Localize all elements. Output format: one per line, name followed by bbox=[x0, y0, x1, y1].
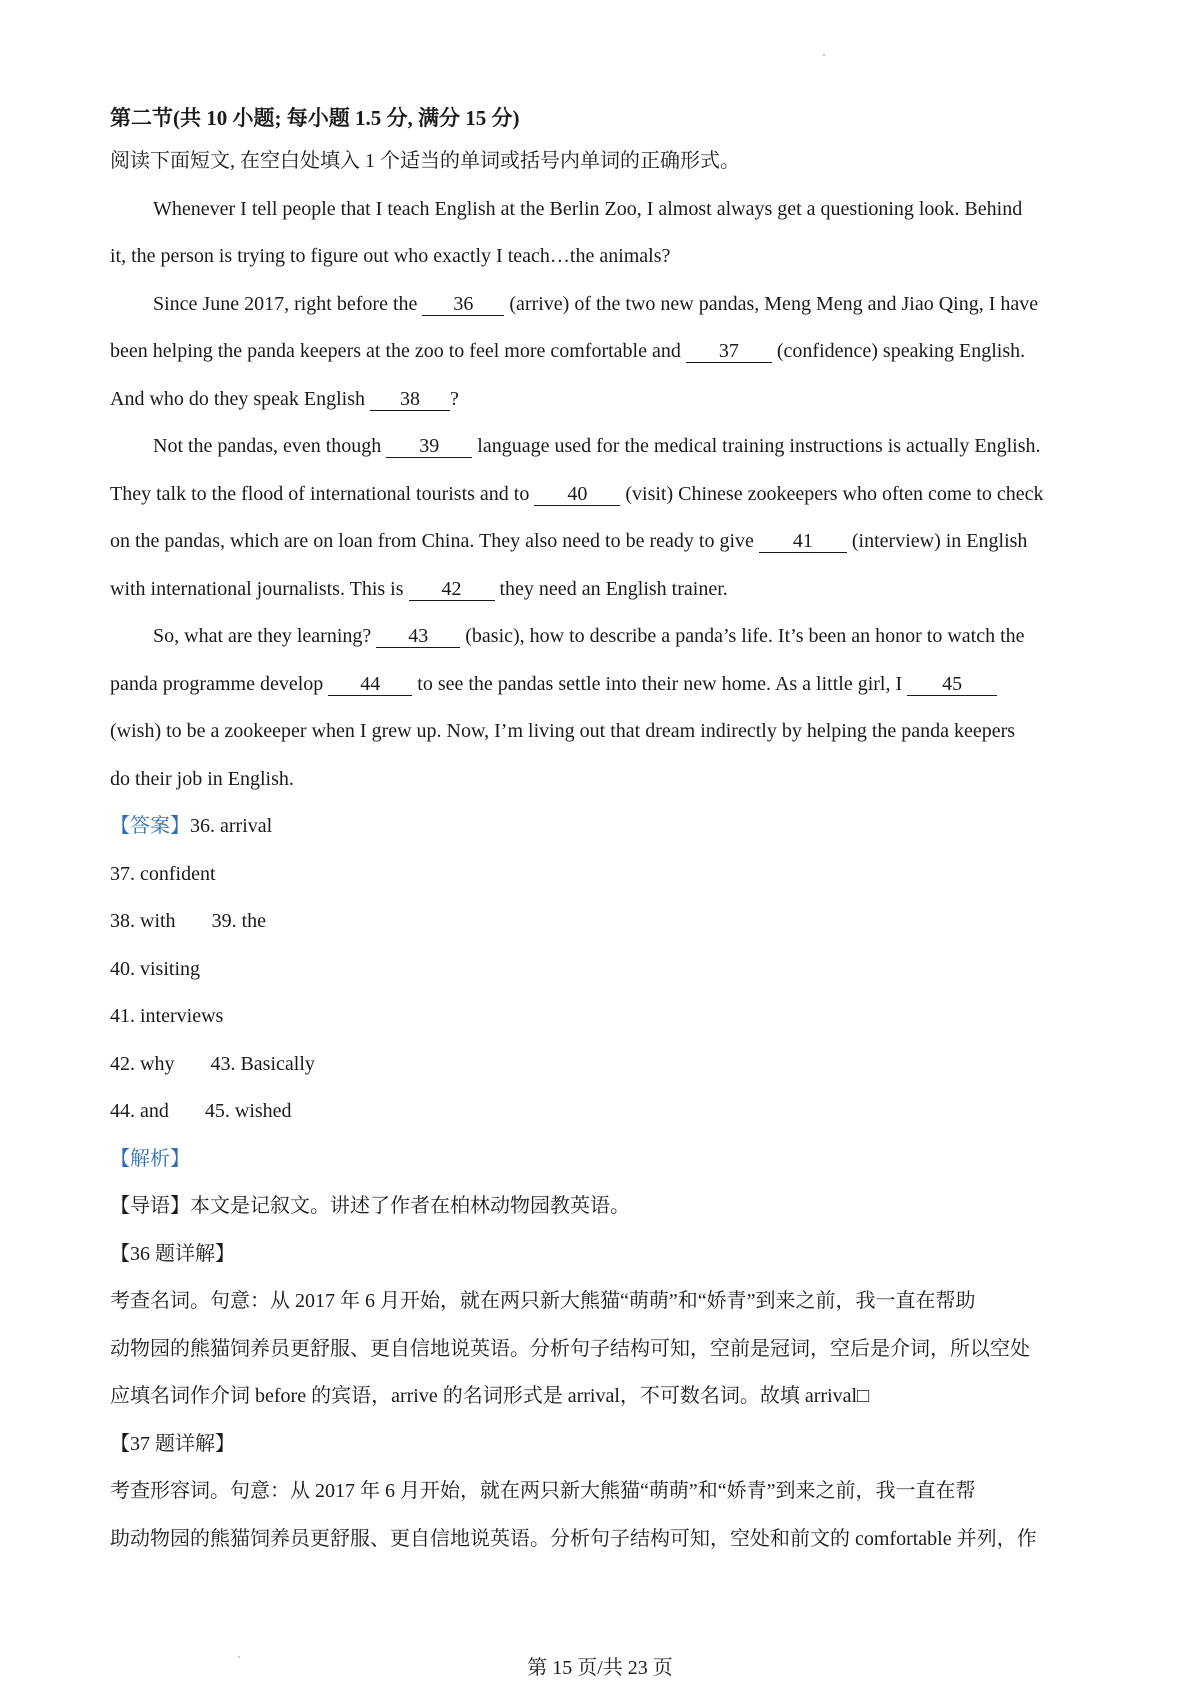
section-heading: 第二节(共 10 小题; 每小题 1.5 分, 满分 15 分) bbox=[110, 106, 520, 130]
passage-line: Since June 2017, right before the 36 (arrive) of the two new pandas, Meng Meng and Jiao Qing, I have bbox=[153, 292, 1039, 315]
passage-line: been helping the panda keepers at the zoo to feel more comfortable and 37 (confidence) speaking English. bbox=[110, 340, 1026, 362]
answer-line: 【答案】36. arrival bbox=[110, 815, 273, 837]
q37-title: 【37 题详解】 bbox=[110, 1432, 235, 1455]
blank-39: 39 bbox=[386, 435, 472, 458]
blank-40: 40 bbox=[534, 483, 620, 506]
blank-45: 45 bbox=[907, 673, 997, 696]
blank-42: 42 bbox=[409, 578, 495, 601]
answer-line: 41. interviews bbox=[110, 1005, 224, 1027]
passage-line: panda programme develop 44 to see the pandas settle into their new home. As a little girl, I 45 bbox=[110, 661, 1110, 709]
passage-line: And who do they speak English 38 ? bbox=[110, 387, 459, 410]
instruction: 阅读下面短文, 在空白处填入 1 个适当的单词或括号内单词的正确形式。 bbox=[110, 150, 740, 172]
answer-tag: 【答案】 bbox=[110, 815, 190, 837]
document-page bbox=[110, 98, 1110, 1563]
blank-36: 36 bbox=[422, 293, 504, 316]
answer-line: 42. why 43. Basically bbox=[110, 1052, 315, 1075]
analysis-line: 动物园的熊猫饲养员更舒服、更自信地说英语。分析句子结构可知，空前是冠词，空后是介词，所以空处 bbox=[110, 1337, 1030, 1360]
blank-41: 41 bbox=[759, 530, 847, 553]
scan-speck bbox=[823, 54, 825, 56]
q36-title: 【36 题详解】 bbox=[110, 1242, 235, 1265]
page-footer: 第 15 页/共 23 页 bbox=[527, 1657, 673, 1679]
passage-line: They talk to the flood of international tourists and to 40 (visit) Chinese zookeepers who often come to check bbox=[110, 482, 1044, 505]
analysis-intro: 【导语】本文是记叙文。讲述了作者在柏林动物园教英语。 bbox=[110, 1195, 630, 1217]
blank-44: 44 bbox=[328, 673, 412, 696]
passage-line: Whenever I tell people that I teach English at the Berlin Zoo, I almost always get a questioning look. Behind bbox=[153, 197, 1023, 220]
blank-38: 38 bbox=[370, 388, 450, 411]
analysis-line: 考查形容词。句意：从 2017 年 6 月开始，就在两只新大熊猫“萌萌”和“娇青”到来之前，我一直在帮 bbox=[110, 1480, 976, 1502]
passage-line: on the pandas, which are on loan from China. They also need to be ready to give 41 (interview) in English bbox=[110, 530, 1028, 552]
analysis-line: 助动物园的熊猫饲养员更舒服、更自信地说英语。分析句子结构可知，空处和前文的 comfortable 并列，作 bbox=[110, 1527, 1037, 1550]
answer-line: 40. visiting bbox=[110, 957, 201, 980]
analysis-line: 考查名词。句意：从 2017 年 6 月开始，就在两只新大熊猫“萌萌”和“娇青”到来之前，我一直在帮助 bbox=[110, 1290, 976, 1312]
analysis-tag: 【解析】 bbox=[110, 1147, 190, 1170]
answer-line: 44. and 45. wished bbox=[110, 1100, 292, 1122]
answer-line: 37. confident bbox=[110, 862, 216, 885]
passage-line: it, the person is trying to figure out who exactly I teach…the animals? bbox=[110, 245, 671, 267]
blank-37: 37 bbox=[686, 340, 772, 363]
passage-line: Not the pandas, even though 39 language used for the medical training instructions is actually English. bbox=[153, 435, 1041, 457]
answer-line: 38. with 39. the bbox=[110, 910, 266, 932]
blank-43: 43 bbox=[376, 625, 460, 648]
passage-line: (wish) to be a zookeeper when I grew up. Now, I’m living out that dream indirectly by helping the panda keepers bbox=[110, 720, 1016, 742]
passage-line: with international journalists. This is 42 they need an English trainer. bbox=[110, 577, 728, 600]
analysis-line: 应填名词作介词 before 的宾语，arrive 的名词形式是 arrival，不可数名词。故填 arrival□ bbox=[110, 1385, 870, 1407]
passage-line: do their job in English. bbox=[110, 767, 294, 790]
passage-line: So, what are they learning? 43 (basic), how to describe a panda’s life. It’s been an honor to watch the bbox=[153, 625, 1025, 647]
